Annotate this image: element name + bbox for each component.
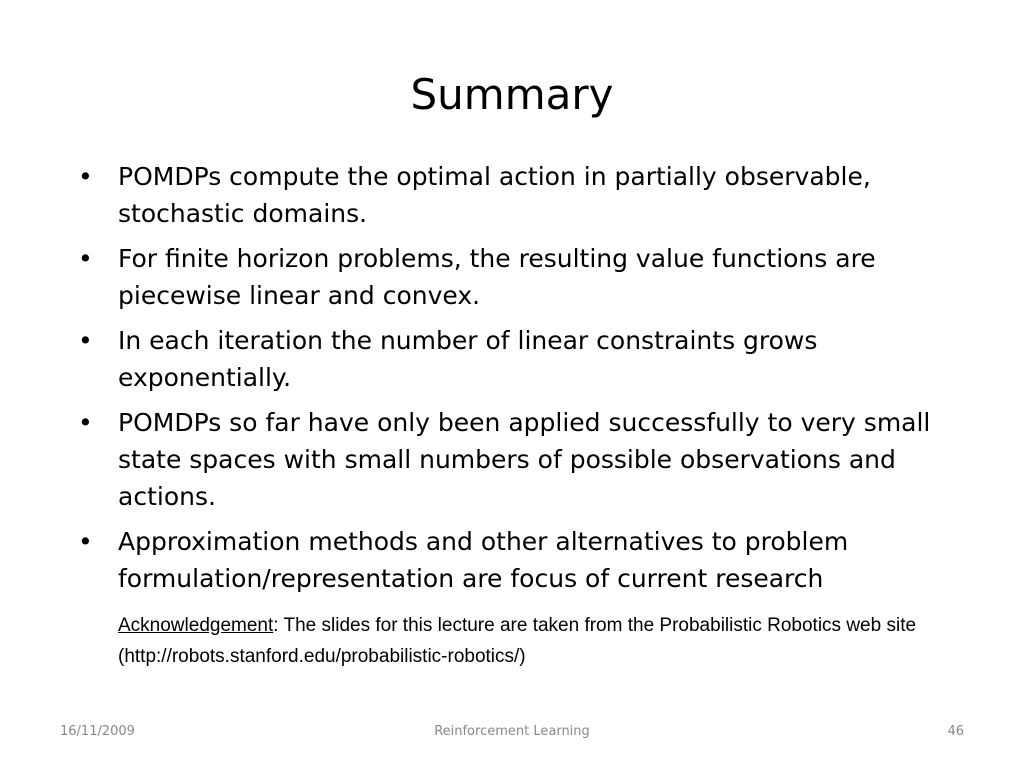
bullet-item bbox=[78, 322, 968, 396]
bullet-text: POMDPs compute the optimal action in partially observable, stochastic domains. bbox=[118, 162, 871, 228]
bullet-dot-icon: • bbox=[78, 408, 93, 437]
bullet-text: In each iteration the number of linear constraints grows exponentially. bbox=[118, 326, 818, 392]
bullet-list bbox=[78, 158, 968, 605]
bullet-dot-icon: • bbox=[78, 244, 93, 273]
bullet-dot-icon: • bbox=[78, 527, 93, 556]
bullet-dot-icon: • bbox=[78, 162, 93, 191]
slide-title: Summary bbox=[410, 70, 614, 119]
bullet-dot-icon: • bbox=[78, 326, 93, 355]
bullet-item bbox=[78, 523, 968, 597]
bullet-text: POMDPs so far have only been applied successfully to very small state spaces with small numbers of possible observations and actions. bbox=[118, 408, 931, 511]
bullet-item bbox=[78, 158, 968, 232]
footer-course: Reinforcement Learning bbox=[434, 724, 590, 739]
bullet-text: Approximation methods and other alternatives to problem formulation/representation are focus of current research bbox=[118, 527, 849, 593]
bullet-text: For finite horizon problems, the resulting value functions are piecewise linear and convex. bbox=[118, 244, 876, 310]
bullet-item bbox=[78, 240, 968, 314]
acknowledgement-text: : The slides for this lecture are taken from the Probabilistic Robotics web site (http://robots.stanford.edu/probabilistic-robotics/) bbox=[118, 615, 917, 667]
footer-page-number: 46 bbox=[947, 724, 964, 739]
footer-date: 16/11/2009 bbox=[60, 724, 135, 739]
acknowledgement-label: Acknowledgement bbox=[118, 615, 274, 636]
acknowledgement bbox=[118, 610, 978, 672]
bullet-item bbox=[78, 404, 968, 515]
